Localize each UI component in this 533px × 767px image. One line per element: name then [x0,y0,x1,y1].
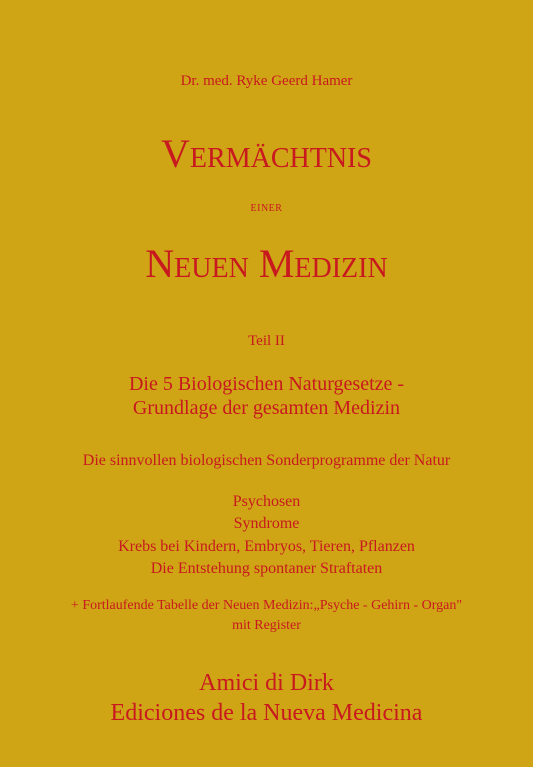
title-line-2: Neuen Medizin [145,241,388,286]
topic-item: Krebs bei Kindern, Embryos, Tieren, Pflanzen [118,538,415,555]
title-connector: einer [250,200,283,215]
subtitle-line-2: Grundlage der gesamten Medizin [132,397,401,419]
author-name: Dr. med. Ryke Geerd Hamer [180,73,353,89]
part-label: Teil II [248,333,285,349]
topic-item: Psychosen [232,493,301,510]
table-note-line-1: + Fortlaufende Tabelle der Neuen Medizin:„Psyche - Gehirn - Organ" [70,598,463,613]
title-line-1: Vermächtnis [161,131,372,176]
topic-item: Die Entstehung spontaner Straftaten [150,560,383,577]
publisher-line-2: Ediciones de la Nueva Medicina [110,700,423,726]
tagline: Die sinnvollen biologischen Sonderprogramme der Natur [82,452,451,469]
subtitle-line-1: Die 5 Biologischen Naturgesetze - [128,373,405,395]
table-note-line-2: mit Register [232,618,301,633]
topic-item: Syndrome [233,515,300,532]
publisher-line-1: Amici di Dirk [199,670,334,696]
